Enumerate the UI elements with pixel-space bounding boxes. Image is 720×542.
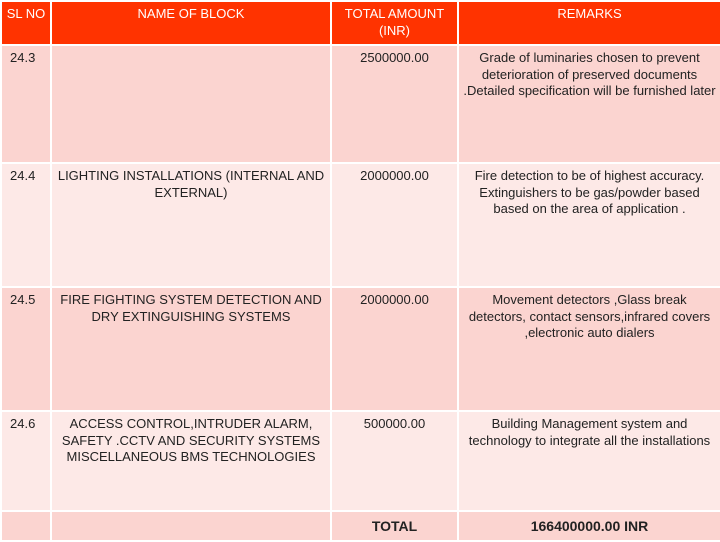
total-value: 166400000.00 INR bbox=[458, 511, 720, 541]
row-amount: 2000000.00 bbox=[331, 287, 458, 411]
total-sl-no-empty bbox=[1, 511, 51, 541]
table-row bbox=[1, 287, 720, 411]
row-block-name: LIGHTING INSTALLATIONS (INTERNAL AND EXTERNAL) bbox=[51, 163, 331, 287]
header-remarks: REMARKS bbox=[458, 1, 720, 45]
row-remarks: Movement detectors ,Glass break detectors, contact sensors,infrared covers ,electronic auto dialers bbox=[458, 287, 720, 411]
row-sl-no: 24.3 bbox=[1, 45, 51, 163]
row-sl-no: 24.4 bbox=[1, 163, 51, 287]
row-block-name: ACCESS CONTROL,INTRUDER ALARM, SAFETY .CCTV AND SECURITY SYSTEMS MISCELLANEOUS BMS TECHNOLOGIES bbox=[51, 411, 331, 511]
table-row bbox=[1, 163, 720, 287]
total-label: TOTAL bbox=[331, 511, 458, 541]
table-row bbox=[1, 411, 720, 511]
row-sl-no: 24.5 bbox=[1, 287, 51, 411]
row-amount: 2000000.00 bbox=[331, 163, 458, 287]
total-name-empty bbox=[51, 511, 331, 541]
header-row bbox=[1, 1, 720, 45]
total-row bbox=[1, 511, 720, 541]
row-remarks: Building Management system and technology to integrate all the installations bbox=[458, 411, 720, 511]
row-block-name: FIRE FIGHTING SYSTEM DETECTION AND DRY EXTINGUISHING SYSTEMS bbox=[51, 287, 331, 411]
row-remarks: Grade of luminaries chosen to prevent deterioration of preserved documents .Detailed specification will be furnished later bbox=[458, 45, 720, 163]
row-amount: 2500000.00 bbox=[331, 45, 458, 163]
row-sl-no: 24.6 bbox=[1, 411, 51, 511]
row-remarks: Fire detection to be of highest accuracy. Extinguishers to be gas/powder based based on the area of application . bbox=[458, 163, 720, 287]
header-total-amount: TOTAL AMOUNT (INR) bbox=[331, 1, 458, 45]
row-block-name bbox=[51, 45, 331, 163]
table-row bbox=[1, 45, 720, 163]
row-amount: 500000.00 bbox=[331, 411, 458, 511]
header-name-of-block: NAME OF BLOCK bbox=[51, 1, 331, 45]
header-sl-no: SL NO bbox=[1, 1, 51, 45]
